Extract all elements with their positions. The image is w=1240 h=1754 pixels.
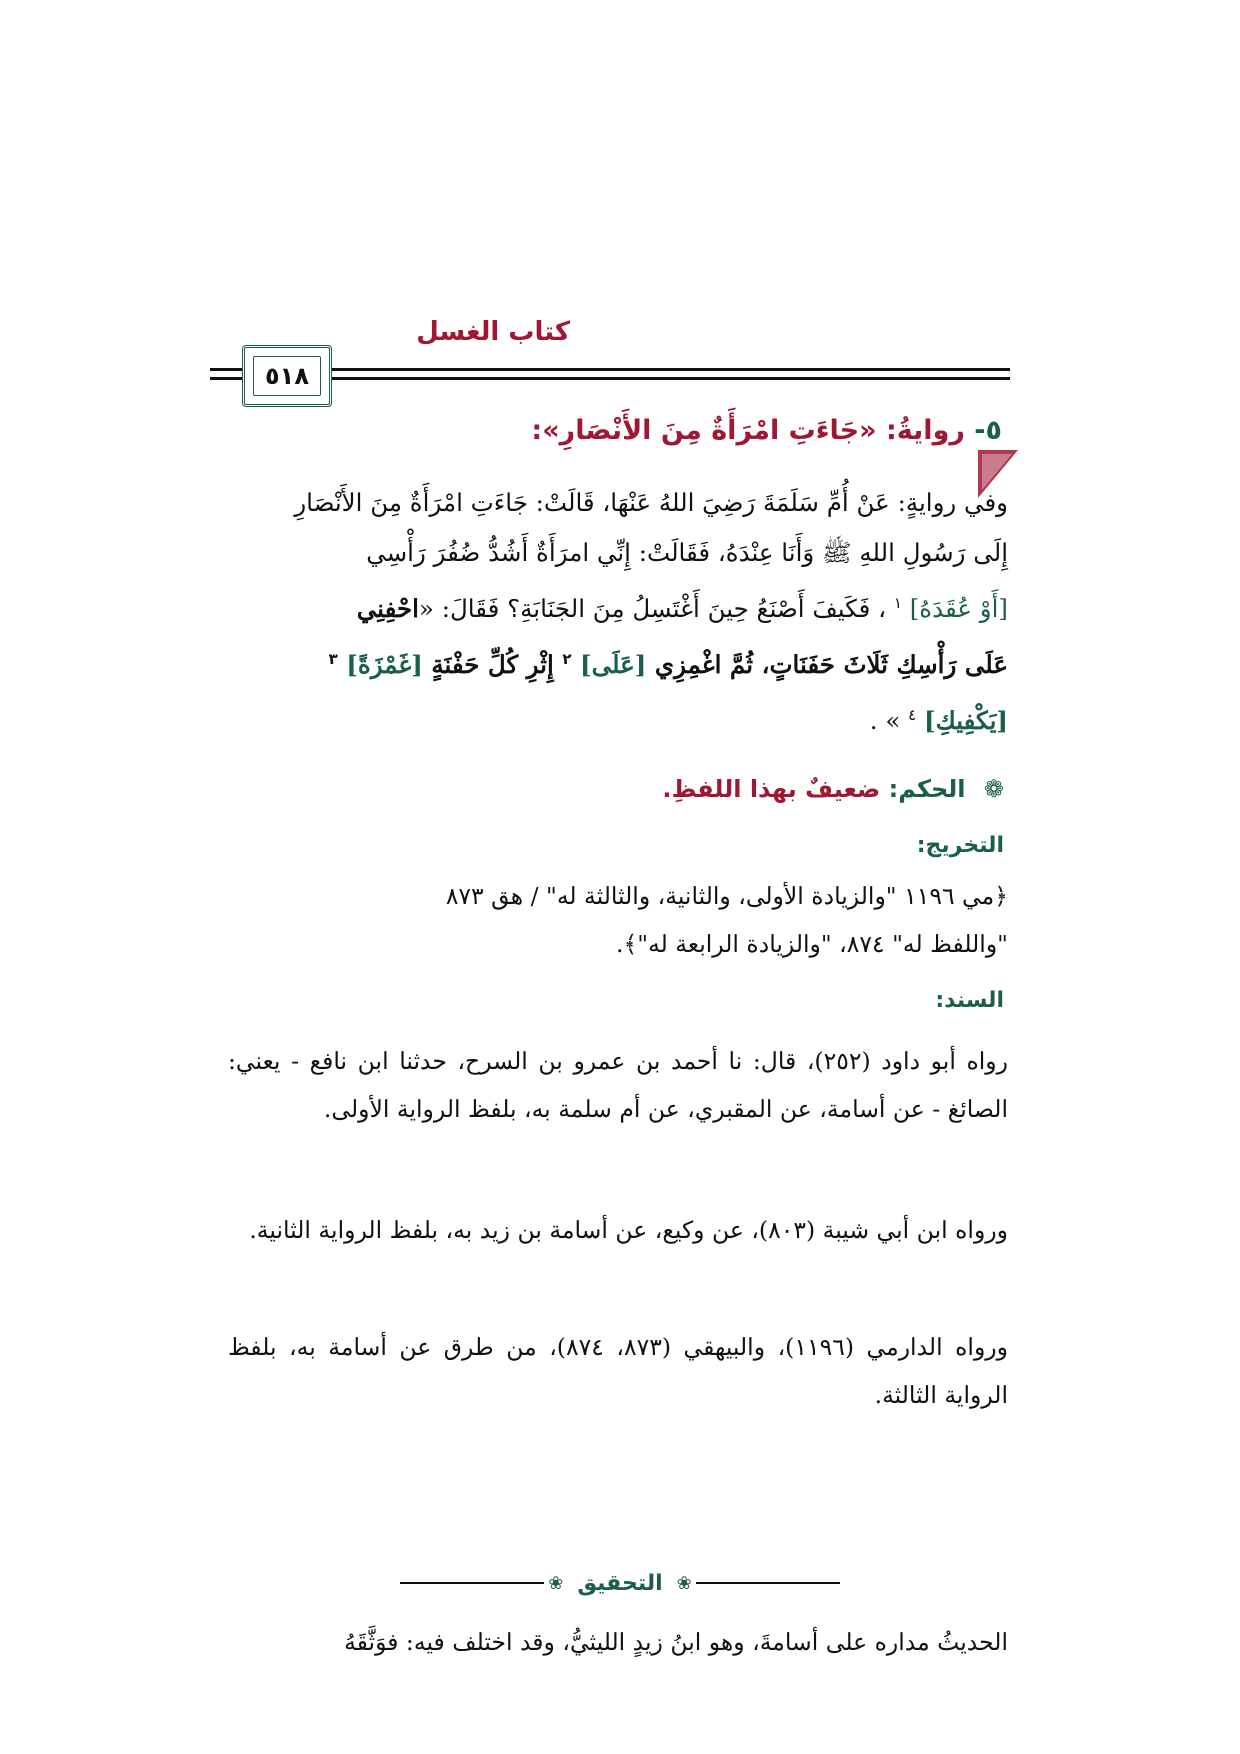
takhrij-text bbox=[228, 872, 1008, 968]
divider-line bbox=[400, 1582, 544, 1584]
footnote-marker: ١ bbox=[893, 594, 902, 612]
footnote-marker: ٤ bbox=[908, 706, 917, 725]
ruling bbox=[662, 775, 1004, 803]
hadith-line: إِلَى رَسُولِ اللهِ ﷺ وَأَنَا عِنْدَهُ، فَقَالَتْ: إِنِّي امرَأَةٌ أَشُدُّ ضُفُرَ رَأْسِي bbox=[366, 538, 1008, 567]
prophet-speech: احْفِنِي bbox=[356, 594, 419, 624]
sanad-paragraph bbox=[228, 1037, 1008, 1133]
ruling-label: الحكم: bbox=[888, 775, 966, 803]
prophet-speech: عَلَى رَأْسِكِ ثَلَاثَ حَفَنَاتٍ، ثُمَّ اغْمِزِي bbox=[654, 650, 1008, 680]
hadith-line bbox=[228, 578, 1008, 634]
bracket-addition: [يَكْفِيكِ] bbox=[924, 706, 1008, 736]
tahqiq-heading: التحقيق bbox=[577, 1570, 663, 1596]
takhrij-line: "واللفظ له" ٨٧٤، "والزيادة الرابعة له"﴾. bbox=[616, 930, 1008, 958]
hadith-text-span: » . bbox=[869, 706, 901, 736]
hadith-text bbox=[228, 478, 1008, 746]
divider-line bbox=[696, 1582, 840, 1584]
bracket-addition: [أَوْ عُقَدَهُ] bbox=[909, 594, 1008, 624]
bracket-addition: [غَمْزَةً] bbox=[346, 650, 423, 680]
hadith-line: وفي روايةٍ: عَنْ أُمِّ سَلَمَةَ رَضِيَ اللهُ عَنْهَا، قَالَتْ: جَاءَتِ امْرَأَةٌ مِنَ الأَنْصَارِ bbox=[294, 488, 1008, 517]
flower-ornament-icon: ❁ bbox=[983, 775, 1004, 803]
sanad-paragraph bbox=[228, 1206, 1008, 1254]
sanad-text: رواه أبو داود (٢٥٢)، قال: نا أحمد بن عمرو بن السرح، حدثنا ابن نافع - يعني: الصائغ - عن أسامة، عن المقبري، عن أم سلمة به، بلفظ الرواية الأولى. bbox=[228, 1047, 1008, 1123]
prophet-speech: إِثْرِ كُلِّ حَفْنَةٍ bbox=[431, 650, 554, 680]
ornament-icon: ❀ bbox=[548, 1572, 564, 1594]
takhrij-line: ﴿مي ١١٩٦ "والزيادة الأولى، والثانية، والثالثة له" / هق ٨٧٣ bbox=[445, 882, 1008, 910]
hadith-line bbox=[228, 634, 1008, 690]
section-quote: «جَاءَتِ امْرَأَةٌ مِنَ الأَنْصَارِ»: bbox=[531, 415, 877, 446]
sanad-text: ورواه ابن أبي شيبة (٨٠٣)، عن وكيع، عن أسامة بن زيد به، بلفظ الرواية الثانية. bbox=[249, 1216, 1008, 1244]
takhrij-heading: التخريج: bbox=[916, 833, 1004, 858]
ruling-value: ضعيفٌ بهذا اللفظِ. bbox=[662, 775, 881, 803]
section-label: روايةُ: bbox=[886, 415, 965, 446]
page-number: ٥١٨ bbox=[253, 356, 321, 396]
hadith-text-span: ، فَكَيفَ أَصْنَعُ حِينَ أَغْتَسِلُ مِنَ الجَنَابَةِ؟ فَقَالَ: « bbox=[418, 594, 887, 624]
page-header bbox=[210, 305, 1010, 415]
ornament-icon: ❀ bbox=[676, 1572, 692, 1594]
book-title: كتاب الغسل bbox=[416, 317, 570, 347]
hadith-line bbox=[228, 690, 1008, 746]
tahqiq-divider bbox=[400, 1568, 840, 1598]
bracket-addition: [عَلَى] bbox=[580, 650, 647, 680]
footnote-marker: ٢ bbox=[562, 650, 572, 669]
tahqiq-paragraph bbox=[228, 1618, 1008, 1666]
sanad-text: ورواه الدارمي (١١٩٦)، والبيهقي (٨٧٣، ٨٧٤)، من طرق عن أسامة به، بلفظ الرواية الثالثة. bbox=[228, 1333, 1008, 1409]
sanad-paragraph bbox=[228, 1323, 1008, 1419]
sanad-heading: السند: bbox=[935, 988, 1004, 1013]
tahqiq-text: الحديثُ مداره على أسامةَ، وهو ابنُ زيدٍ الليثيُّ، وقد اختلف فيه: فوَثَّقَهُ bbox=[344, 1628, 1008, 1656]
footnote-marker: ٣ bbox=[328, 650, 338, 669]
page-number-frame bbox=[242, 345, 332, 407]
section-number: ٥- bbox=[974, 415, 1002, 446]
section-heading bbox=[531, 415, 1002, 446]
